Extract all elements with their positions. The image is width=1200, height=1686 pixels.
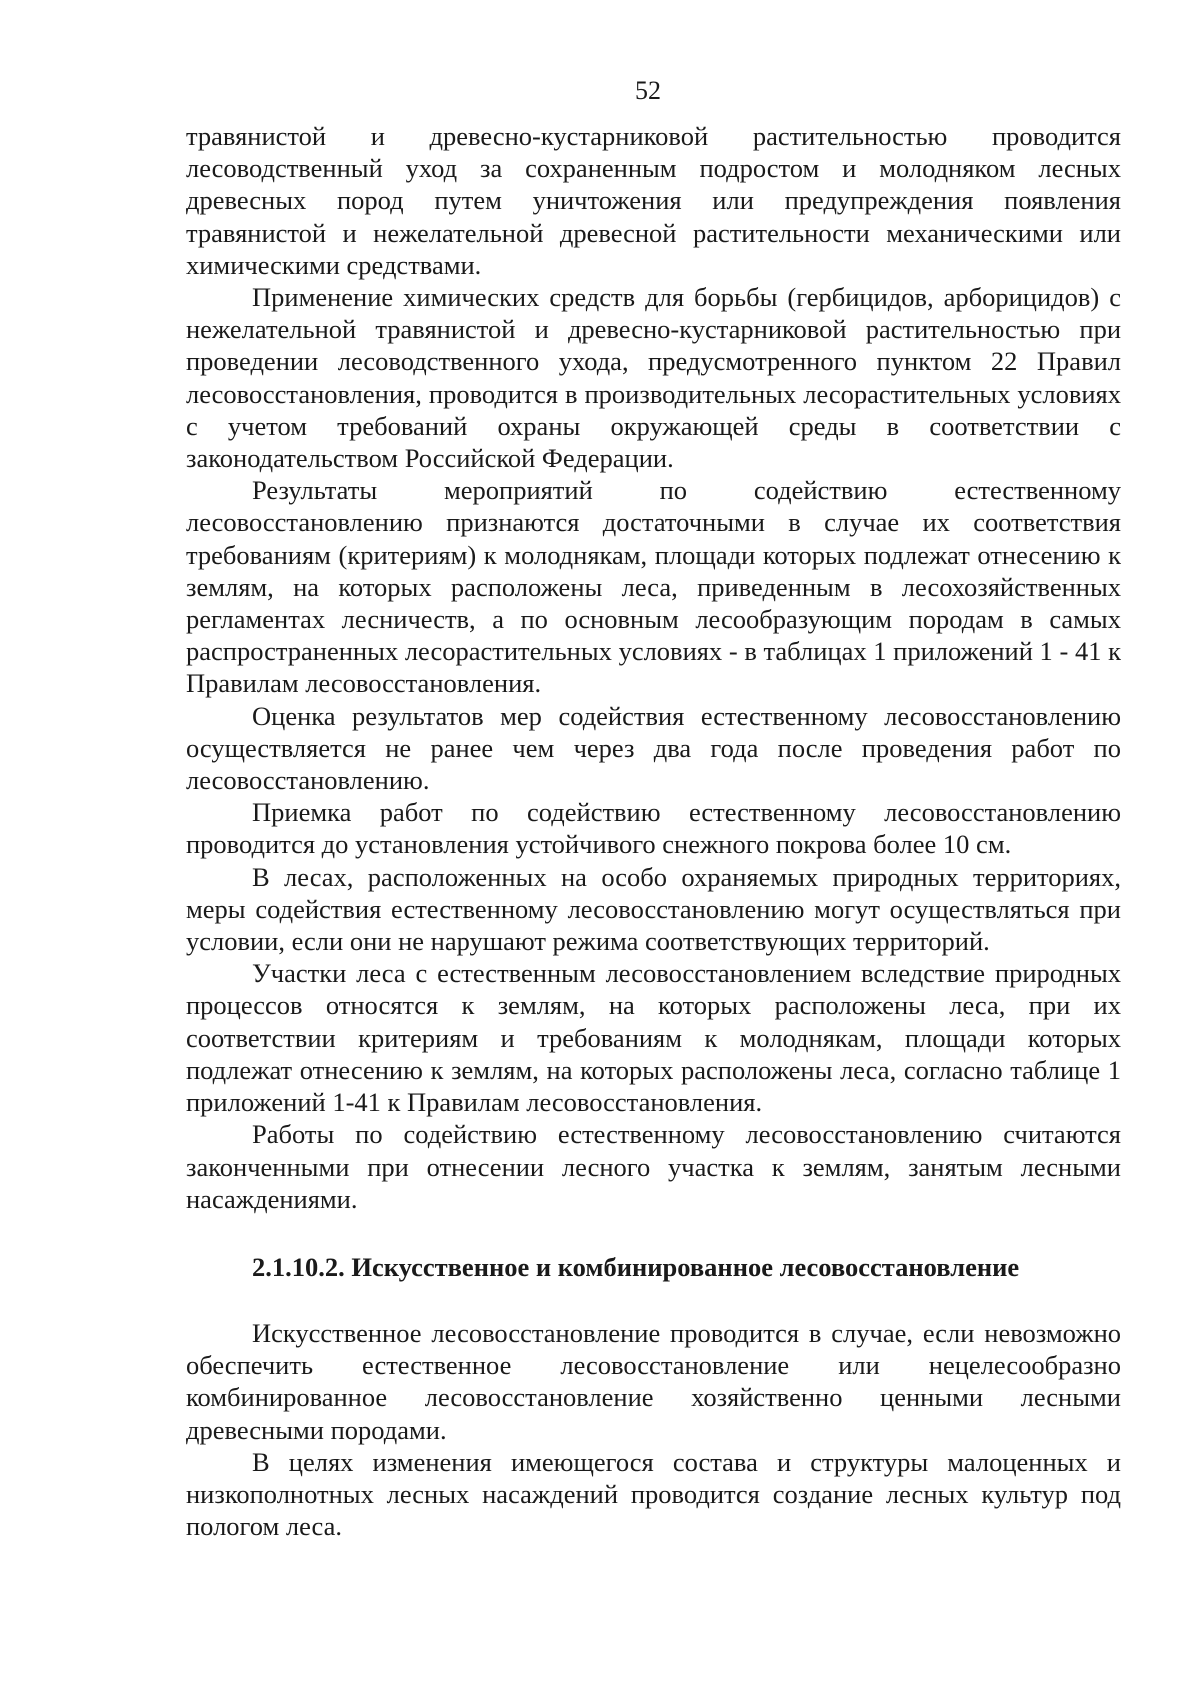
paragraph: Участки леса с естественным лесовосстановлением вследствие природных процессов относятся к землям, на которых расположены леса, при их соответствии критериям и требованиям к молоднякам, площади которых подлежат отнесению к землям, на которых расположены леса, согласно таблице 1 приложений 1-41 к Правилам лесовосстановления. (186, 958, 1121, 1118)
document-body (186, 120, 1121, 1542)
paragraph: травянистой и древесно-кустарниковой растительностью проводится лесоводственный уход за сохраненным подростом и молодняком лесных древесных пород путем уничтожения или предупреждения появления травянистой и нежелательной древесной растительности механическими или химическими средствами. (186, 121, 1121, 280)
page-number: 52 (635, 76, 661, 105)
paragraph: Искусственное лесовосстановление проводится в случае, если невозможно обеспечить естественное лесовосстановление или нецелесообразно комбинированное лесовосстановление хозяйственно ценными лесными древесными породами. (186, 1317, 1121, 1445)
paragraph: Приемка работ по содействию естественному лесовосстановлению проводится до установления устойчивого снежного покрова более 10 см. (186, 797, 1121, 860)
paragraph: В лесах, расположенных на особо охраняемых природных территориях, меры содействия естественному лесовосстановлению могут осуществляться при условии, если они не нарушают режима соответствующих территорий. (186, 861, 1121, 957)
paragraph: В целях изменения имеющегося состава и структуры малоценных и низкополнотных лесных насаждений проводится создание лесных культур под пологом леса. (186, 1446, 1121, 1542)
section-heading: 2.1.10.2. Искусственное и комбинированное лесовосстановление (252, 1251, 1020, 1282)
paragraph: Оценка результатов мер содействия естественному лесовосстановлению осуществляется не ранее чем через два года после проведения работ по лесовосстановлению. (186, 700, 1121, 796)
paragraph: Работы по содействию естественному лесовосстановлению считаются законченными при отнесении лесного участка к землям, занятым лесными насаждениями. (186, 1119, 1121, 1214)
paragraph: Применение химических средств для борьбы (гербицидов, арборицидов) с нежелательной травянистой и древесно-кустарниковой растительностью при проведении лесоводственного ухода, предусмотренного пунктом 22 Правил лесовосстановления, проводится в производительных лесорастительных условиях с учетом требований охраны окружающей среды в соответствии с законодательством Российской Федерации. (186, 282, 1121, 474)
paragraph: Результаты мероприятий по содействию естественному лесовосстановлению признаются достаточными в случае их соответствия требованиям (критериям) к молоднякам, площади которых подлежат отнесению к землям, на которых расположены леса, приведенным в лесохозяйственных регламентах лесничеств, а по основным лесообразующим породам в самых распространенных лесорастительных условиях - в таблицах 1 приложений 1 - 41 к Правилам лесовосстановления. (186, 475, 1121, 699)
